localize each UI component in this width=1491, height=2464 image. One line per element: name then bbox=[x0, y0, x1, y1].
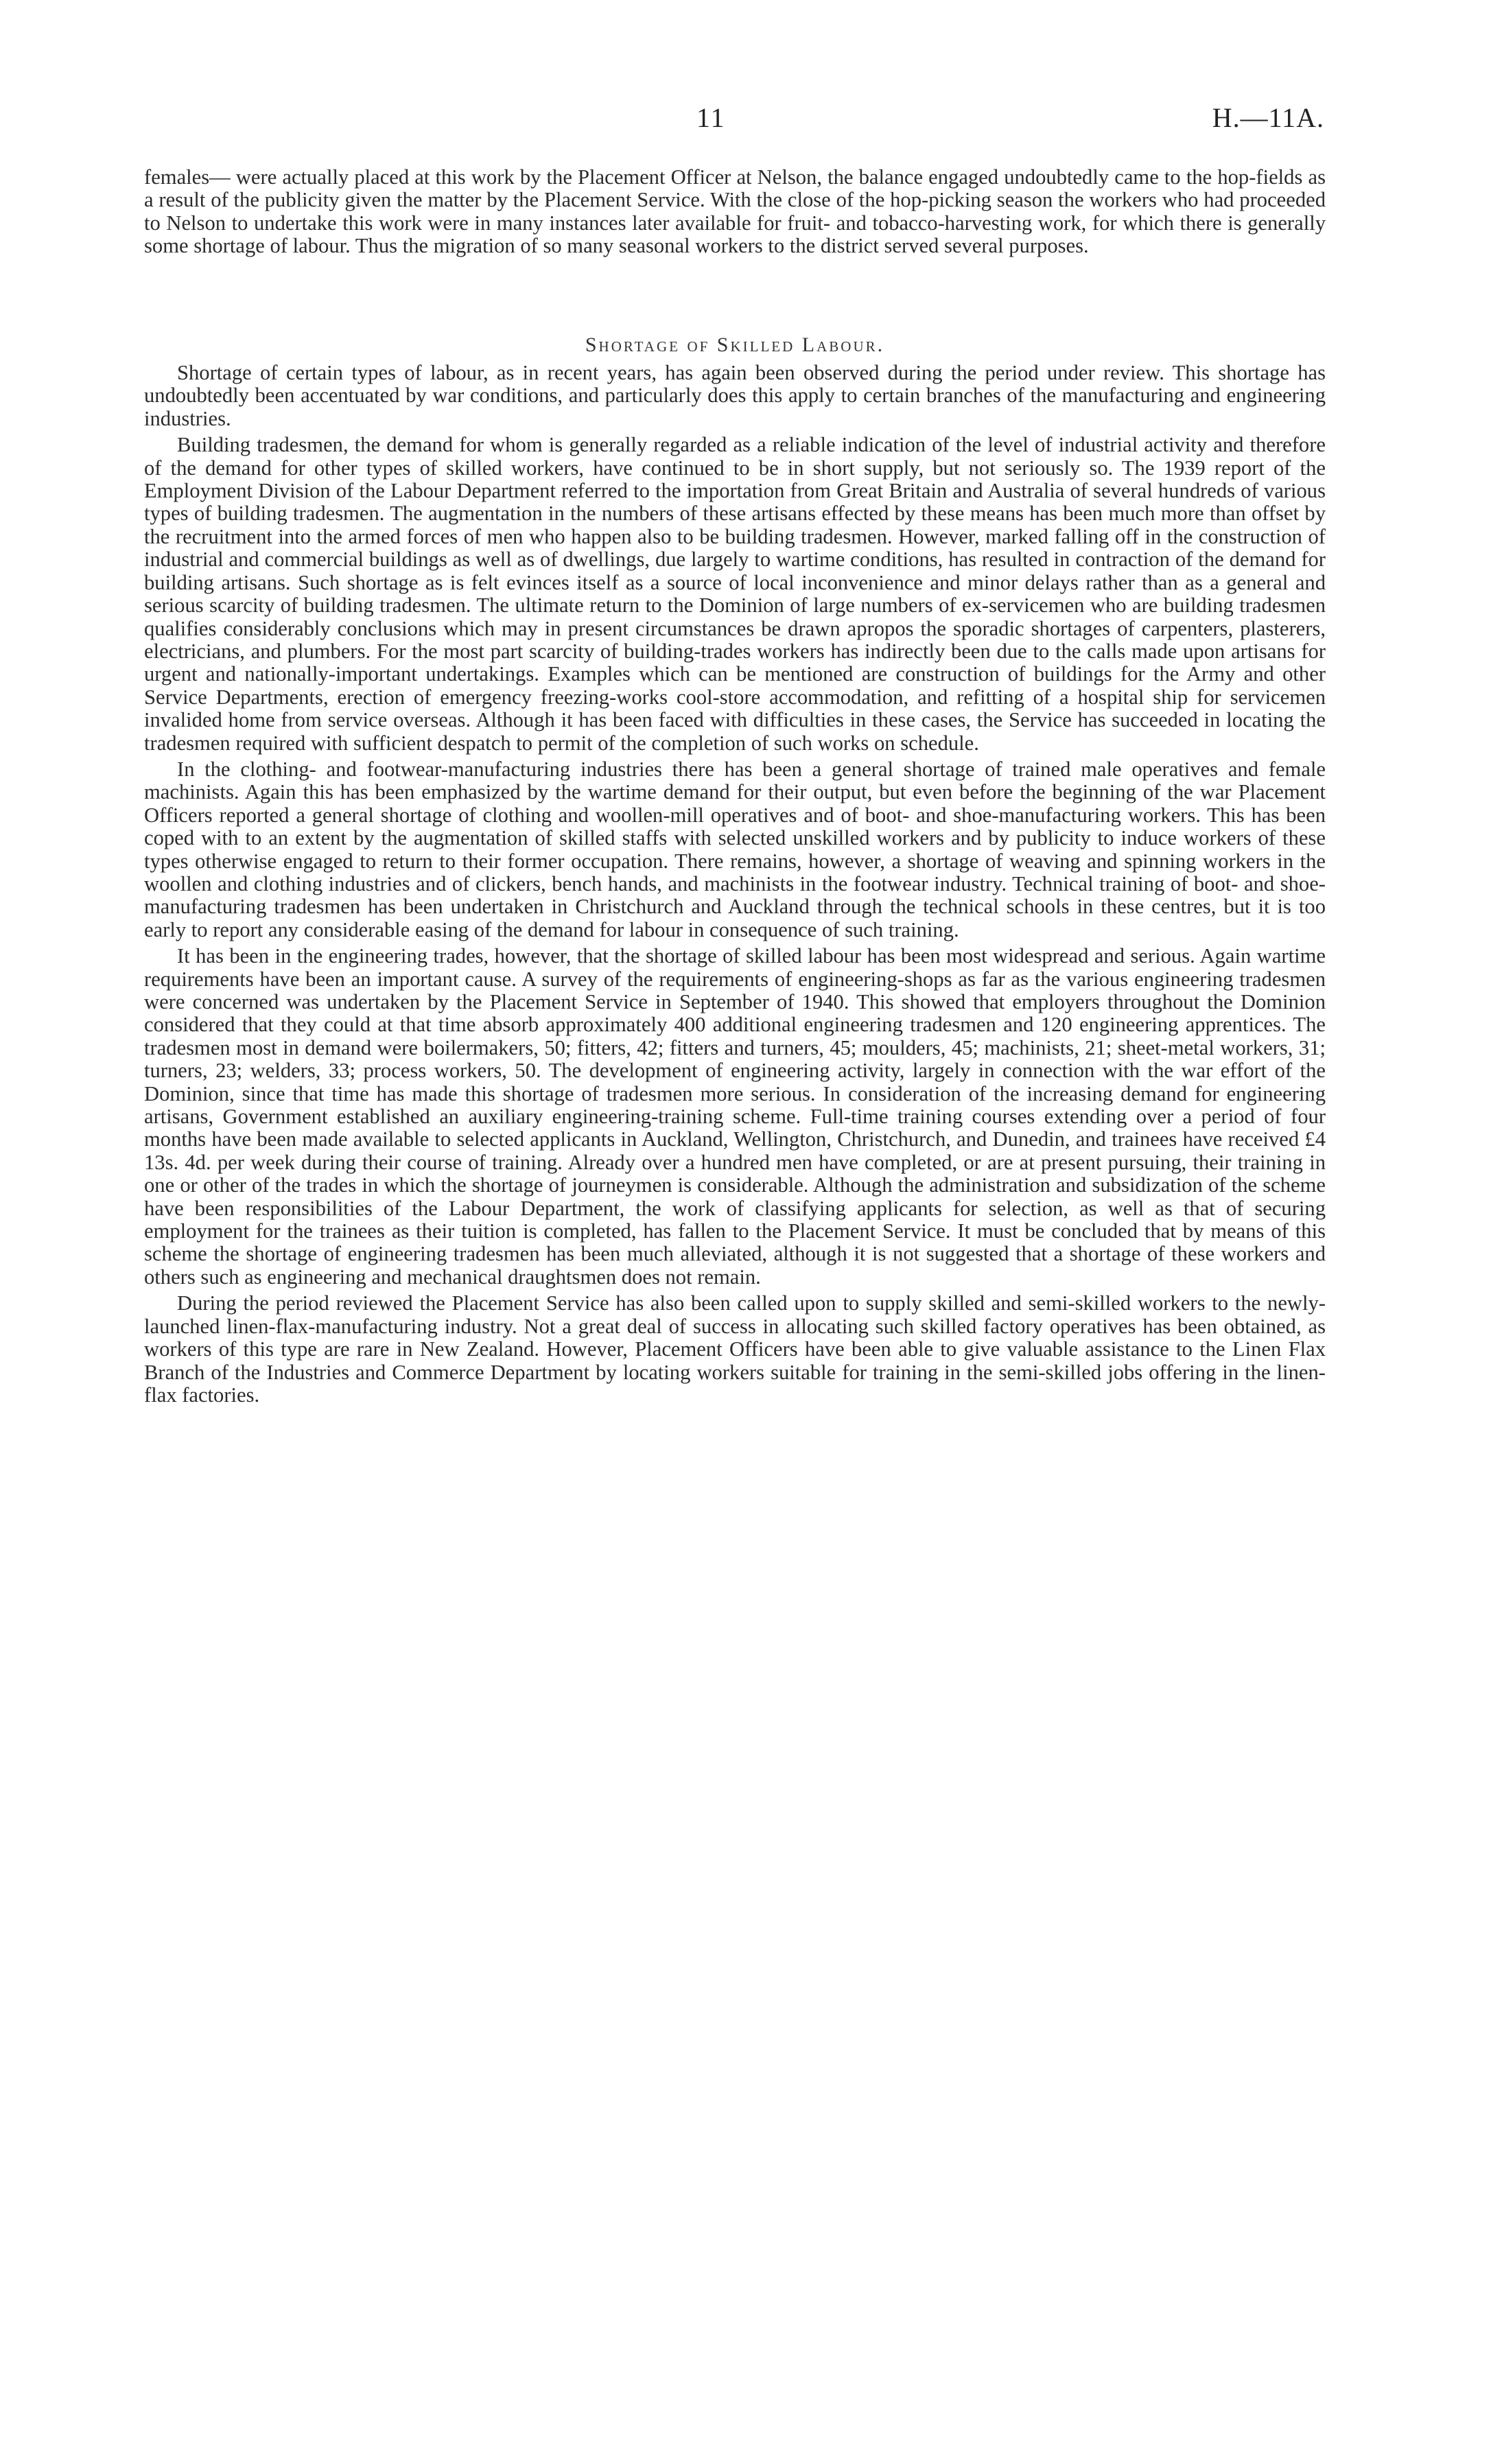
page-number: 11 bbox=[696, 102, 726, 133]
intro-paragraph: females— were actually placed at this work by the Placement Officer at Nelson, the balance engaged undoubtedly came to the hop-fields as a result of the publicity given the matter by the Placement Service. With the close of the hop-picking season the workers who had proceeded to Nelson to undertake this work were in many instances later available for fruit- and tobacco-harvesting work, for which there is generally some shortage of labour. Thus the migration of so many seasonal workers to the district served several purposes. bbox=[144, 165, 1326, 258]
document-body bbox=[144, 166, 1326, 1410]
paragraph-clothing-footwear: In the clothing- and footwear-manufacturing industries there has been a general shortage of trained male operatives and female machinists. Again this has been emphasized by the wartime demand for their output, but even before the beginning of the war Placement Officers reported a general shortage of clothing and woollen-mill operatives and of boot- and shoe-manufacturing workers. This has been coped with to an extent by the augmentation of skilled staffs with selected unskilled workers and by publicity to induce workers of these types otherwise engaged to return to their former occupation. There remains, however, a shortage of weaving and spinning workers in the woollen and clothing industries and of clickers, bench hands, and machinists in the footwear industry. Technical training of boot- and shoe-manufacturing tradesmen has been undertaken in Christchurch and Auckland through the technical schools in these centres, but it is too early to report any considerable easing of the demand for labour in consequence of such training. bbox=[144, 757, 1326, 941]
paragraph-linen-flax: During the period reviewed the Placement Service has also been called upon to supply skilled and semi-skilled workers to the newly-launched linen-flax-manufacturing industry. Not a great deal of success in allocating such skilled factory operatives has been obtained, as workers of this type are rare in New Zealand. However, Placement Officers have been able to give valuable assistance to the Linen Flax Branch of the Industries and Commerce Department by locating workers suitable for training in the semi-skilled jobs offering in the linen-flax factories. bbox=[144, 1291, 1326, 1407]
section-heading: Shortage of Skilled Labour. bbox=[585, 333, 885, 356]
paragraph-shortage-overview: Shortage of certain types of labour, as in recent years, has again been observed during the period under review. This shortage has undoubtedly been accentuated by war conditions, and particularly does this apply to certain branches of the manufacturing and engineering industries. bbox=[144, 361, 1326, 430]
paragraph-engineering-trades: It has been in the engineering trades, however, that the shortage of skilled labour has been most widespread and serious. Again wartime requirements have been an important cause. A survey of the requirements of engineering-shops as far as the various engineering tradesmen were concerned was undertaken by the Placement Service in September of 1940. This showed that employers throughout the Dominion considered that they could at that time absorb approximately 400 additional engineering tradesmen and 120 engineering apprentices. The tradesmen most in demand were boilermakers, 50; fitters, 42; fitters and turners, 45; moulders, 45; machinists, 21; sheet-metal workers, 31; turners, 23; welders, 33; process workers, 50. The development of engineering activity, largely in connection with the war effort of the Dominion, since that time has made this shortage of tradesmen more serious. In consideration of the increasing demand for engineering artisans, Government established an auxiliary engineering-training scheme. Full-time training courses extending over a period of four months have been made available to selected applicants in Auckland, Wellington, Christchurch, and Dunedin, and trainees have received £4 13s. 4d. per week during their course of training. Already over a hundred men have completed, or are at present pursuing, their training in one or other of the trades in which the shortage of journeymen is considerable. Although the administration and subsidization of the scheme have been responsibilities of the Labour Department, the work of classifying applicants for selection, as well as that of securing employment for the trainees as their tuition is completed, has fallen to the Placement Service. It must be concluded that by means of this scheme the shortage of engineering tradesmen has been much alleviated, although it is not suggested that a shortage of these workers and others such as engineering and mechanical draughtsmen does not remain. bbox=[144, 944, 1326, 1289]
paragraph-building-tradesmen: Building tradesmen, the demand for whom is generally regarded as a reliable indication of the level of industrial activity and therefore of the demand for other types of skilled workers, have continued to be in short supply, but not seriously so. The 1939 report of the Employment Division of the Labour Department referred to the importation from Great Britain and Australia of several hundreds of various types of building tradesmen. The augmentation in the numbers of these artisans effected by these means has been much more than offset by the recruitment into the armed forces of men who happen also to be building tradesmen. However, marked falling off in the construction of industrial and commercial buildings as well as of dwellings, due largely to wartime conditions, has resulted in contraction of the demand for building artisans. Such shortage as is felt evinces itself as a source of local inconvenience and minor delays rather than as a general and serious scarcity of building tradesmen. The ultimate return to the Dominion of large numbers of ex-servicemen who are building tradesmen qualifies considerably conclusions which may in present circumstances be drawn apropos the sporadic shortages of carpenters, plasterers, electricians, and plumbers. For the most part scarcity of building-trades workers has indirectly been due to the calls made upon artisans for urgent and nationally-important undertakings. Examples which can be mentioned are construction of buildings for the Army and other Service Departments, erection of emergency freezing-works cool-store accommodation, and refitting of a hospital ship for servicemen invalided home from service overseas. Although it has been faced with difficulties in these cases, the Service has succeeded in locating the tradesmen required with sufficient despatch to permit of the completion of such works on schedule. bbox=[144, 433, 1326, 755]
document-reference: H.—11A. bbox=[1212, 102, 1324, 133]
